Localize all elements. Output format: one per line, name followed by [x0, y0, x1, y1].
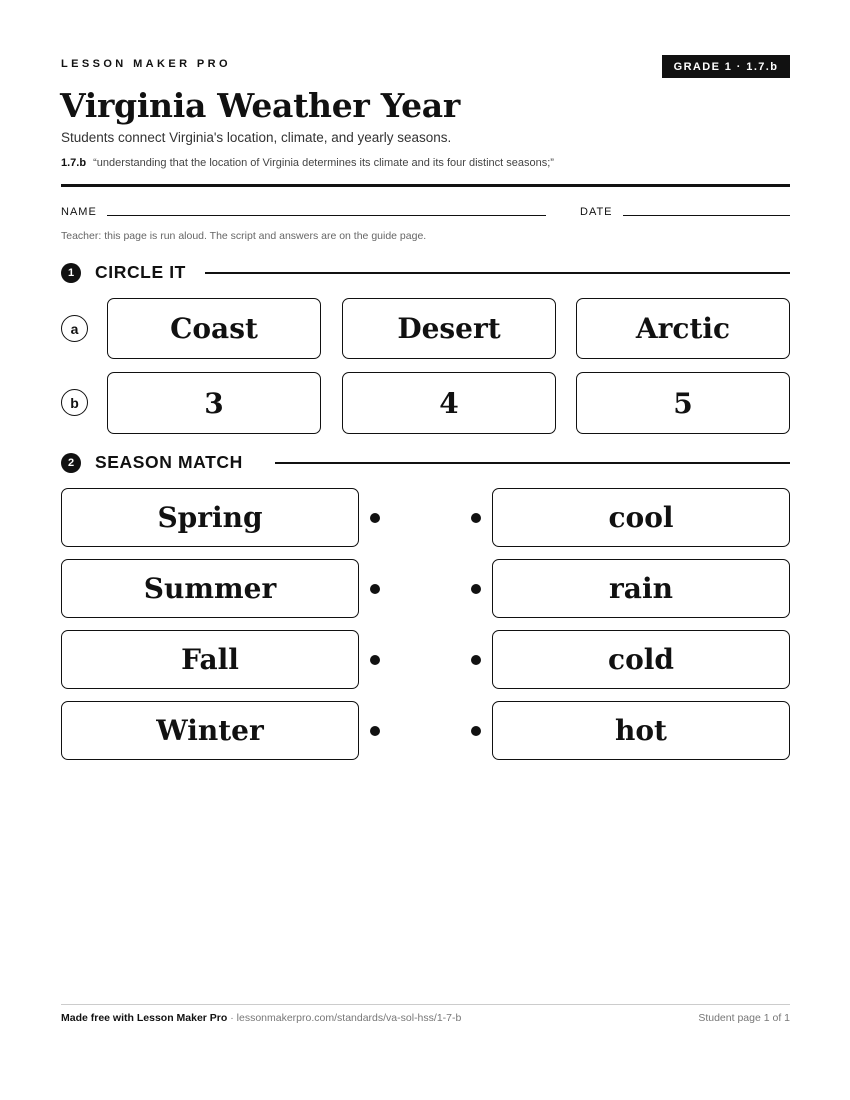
match-dot-right[interactable] [471, 726, 481, 736]
name-label: NAME [61, 206, 97, 218]
standard-text: “understanding that the location of Virginia determines its climate and its four distinct seasons;” [93, 157, 554, 169]
page-subtitle: Students connect Virginia's location, climate, and yearly seasons. [61, 130, 452, 145]
teacher-note: Teacher: this page is run aloud. The script and answers are on the guide page. [61, 230, 427, 242]
footer-separator: · [227, 1012, 237, 1024]
date-label: DATE [580, 206, 613, 218]
section-title: SEASON MATCH [95, 452, 243, 472]
standard-code: 1.7.b [61, 157, 87, 169]
match-left-summer[interactable]: Summer [61, 559, 359, 618]
footer-page-number: Student page 1 of 1 [698, 1012, 790, 1024]
section-number: 1 [61, 263, 81, 283]
match-right-rain[interactable]: rain [492, 559, 790, 618]
choice-desert[interactable]: Desert [342, 298, 556, 359]
row-label-a: a [61, 315, 88, 342]
choice-arctic[interactable]: Arctic [576, 298, 790, 359]
match-dot-right[interactable] [471, 513, 481, 523]
section-season-match-header [61, 452, 243, 473]
footer-credit [61, 1012, 461, 1024]
section-rule [275, 462, 790, 464]
match-right-cool[interactable]: cool [492, 488, 790, 547]
footer-made-with: Made free with Lesson Maker Pro [61, 1012, 228, 1024]
choice-3[interactable]: 3 [107, 372, 321, 434]
match-dot-right[interactable] [471, 655, 481, 665]
match-right-hot[interactable]: hot [492, 701, 790, 760]
match-left-winter[interactable]: Winter [61, 701, 359, 760]
choice-5[interactable]: 5 [576, 372, 790, 434]
match-left-fall[interactable]: Fall [61, 630, 359, 689]
choice-coast[interactable]: Coast [107, 298, 321, 359]
footer-divider [61, 1004, 790, 1005]
match-right-cold[interactable]: cold [492, 630, 790, 689]
section-circle-it-header [61, 262, 186, 283]
header-divider [61, 184, 790, 187]
match-dot-left[interactable] [370, 513, 380, 523]
match-dot-right[interactable] [471, 584, 481, 594]
standard-line [61, 157, 554, 169]
name-field[interactable] [107, 215, 546, 216]
section-title: CIRCLE IT [95, 262, 186, 282]
match-dot-left[interactable] [370, 726, 380, 736]
match-left-spring[interactable]: Spring [61, 488, 359, 547]
choice-4[interactable]: 4 [342, 372, 556, 434]
grade-badge: GRADE 1 · 1.7.b [662, 55, 790, 78]
footer-url[interactable]: lessonmakerpro.com/standards/va-sol-hss/1-7-b [236, 1012, 462, 1024]
section-rule [205, 272, 790, 274]
date-field[interactable] [623, 215, 790, 216]
row-label-b: b [61, 389, 88, 416]
brand-name: LESSON MAKER PRO [61, 58, 231, 70]
page-title: Virginia Weather Year [60, 86, 460, 125]
match-dot-left[interactable] [370, 655, 380, 665]
section-number: 2 [61, 453, 81, 473]
match-dot-left[interactable] [370, 584, 380, 594]
